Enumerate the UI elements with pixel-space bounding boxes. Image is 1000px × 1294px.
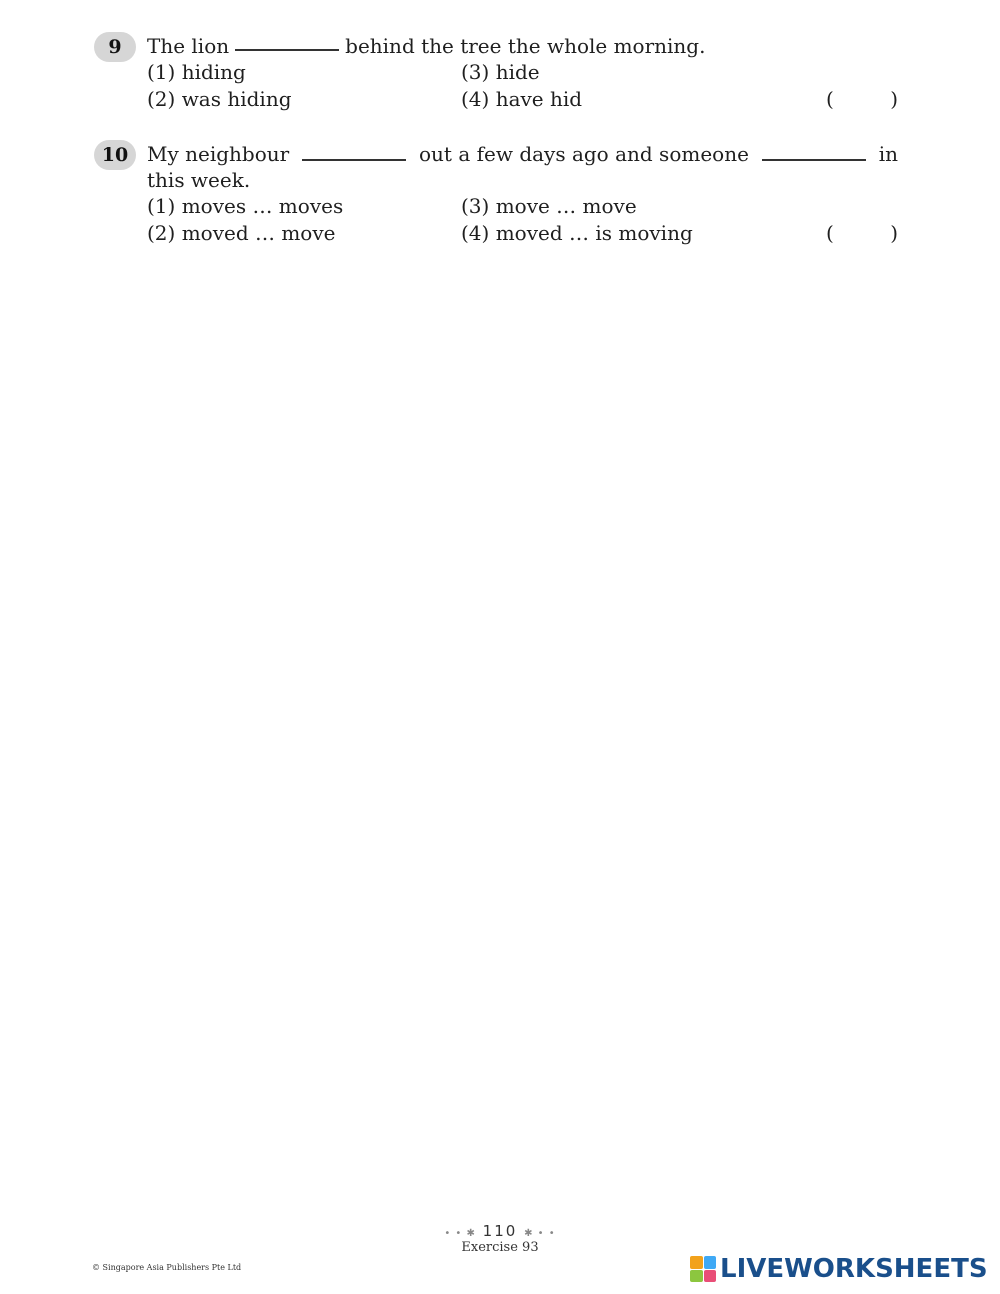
liveworksheets-brand[interactable] bbox=[690, 1254, 988, 1284]
option-1[interactable]: (1) hiding bbox=[147, 60, 246, 84]
option-4[interactable]: (4) moved … is moving bbox=[461, 221, 693, 245]
answer-paren-open: ( bbox=[826, 87, 834, 111]
stem-text: out a few days ago and someone bbox=[419, 142, 749, 166]
question-stem bbox=[147, 141, 898, 167]
option-4[interactable]: (4) have hid bbox=[461, 87, 583, 111]
copyright-notice: © Singapore Asia Publishers Pte Ltd bbox=[92, 1263, 242, 1272]
answer-paren-close: ) bbox=[890, 221, 898, 245]
answer-paren-open: ( bbox=[826, 221, 834, 245]
decorative-dots-right: ✱ • • bbox=[524, 1228, 556, 1239]
stem-text: in bbox=[878, 142, 898, 166]
page-number bbox=[0, 1222, 1000, 1240]
brand-name: LIVEWORKSHEETS bbox=[720, 1254, 988, 1284]
option-3[interactable]: (3) move … move bbox=[461, 194, 637, 218]
question-stem bbox=[147, 33, 705, 59]
decorative-dots-left: • • ✱ bbox=[444, 1228, 476, 1239]
answer-blank-1[interactable] bbox=[302, 159, 406, 161]
answer-blank[interactable] bbox=[235, 49, 339, 51]
liveworksheets-logo-icon bbox=[690, 1256, 716, 1282]
answer-paren-close: ) bbox=[890, 87, 898, 111]
question-number-badge: 10 bbox=[94, 140, 136, 170]
option-1[interactable]: (1) moves … moves bbox=[147, 194, 344, 218]
stem-text: behind the tree the whole morning. bbox=[345, 34, 706, 58]
question-stem-line2: this week. bbox=[147, 168, 251, 192]
question-number-badge: 9 bbox=[94, 32, 136, 62]
option-3[interactable]: (3) hide bbox=[461, 60, 540, 84]
exercise-label: Exercise 93 bbox=[461, 1240, 539, 1255]
stem-text: The lion bbox=[147, 34, 230, 58]
page-number-text: 110 bbox=[482, 1222, 518, 1240]
stem-text: My neighbour bbox=[147, 142, 290, 166]
answer-blank-2[interactable] bbox=[762, 159, 866, 161]
option-2[interactable]: (2) was hiding bbox=[147, 87, 292, 111]
option-2[interactable]: (2) moved … move bbox=[147, 221, 336, 245]
